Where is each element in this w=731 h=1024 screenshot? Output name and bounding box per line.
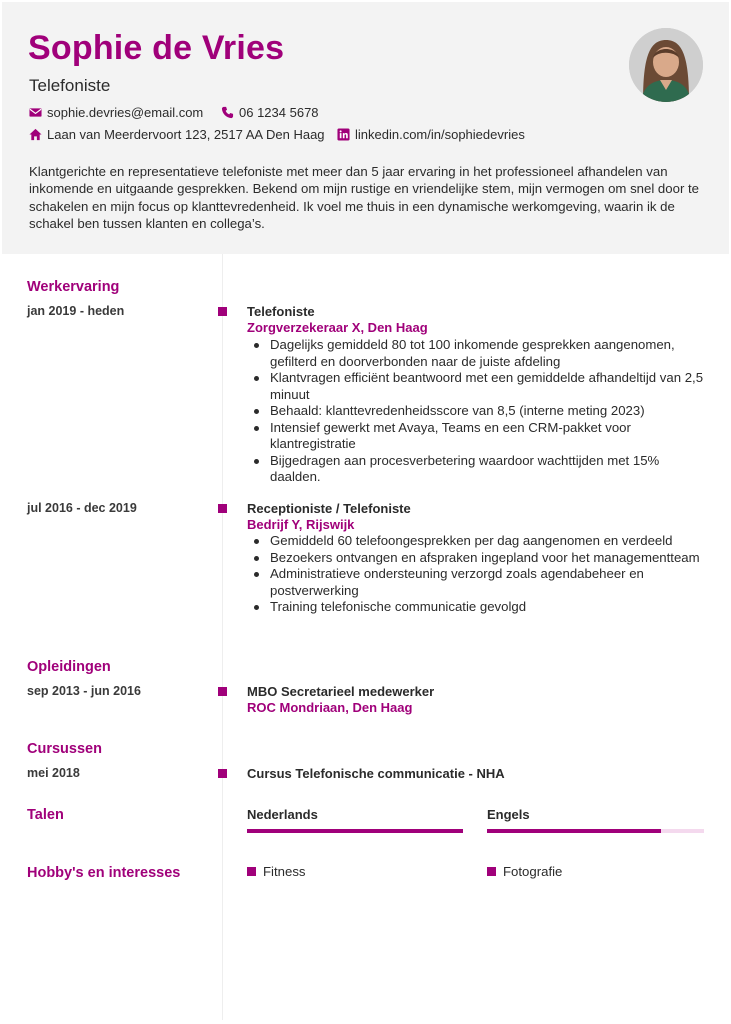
linkedin-icon: [337, 128, 350, 141]
address-text: Laan van Meerdervoort 123, 2517 AA Den Haag: [47, 127, 325, 142]
phone-icon: [221, 106, 234, 119]
section-title-courses: Cursussen: [27, 741, 102, 757]
education-1-date: sep 2013 - jun 2016: [27, 684, 141, 698]
contact-email[interactable]: [29, 105, 203, 120]
email-text: sophie.devries@email.com: [47, 105, 204, 120]
timeline-marker: [218, 307, 227, 316]
hobby-item: [487, 864, 562, 879]
course-1-title: Cursus Telefonische communicatie - NHA: [247, 766, 505, 781]
language-1-level-bar: [247, 829, 463, 833]
list-item: Bezoekers ontvangen en afspraken ingepland voor het managementteam: [251, 550, 711, 567]
list-item: Gemiddeld 60 telefoongesprekken per dag aangenomen en verdeeld: [251, 533, 711, 550]
profile-photo: [629, 28, 703, 102]
hobby-marker: [247, 867, 256, 876]
language-2-name: Engels: [487, 807, 530, 822]
language-2-level-fill: [487, 829, 661, 833]
hobby-label: Fitness: [263, 864, 306, 879]
work-2-date: jul 2016 - dec 2019: [27, 501, 137, 515]
job-title: Telefoniste: [29, 76, 111, 95]
section-title-hobbies: Hobby's en interesses: [27, 865, 181, 881]
timeline-marker: [218, 504, 227, 513]
work-1-date: jan 2019 - heden: [27, 304, 125, 318]
candidate-name: Sophie de Vries: [28, 29, 285, 67]
timeline-marker: [218, 687, 227, 696]
work-1-employer: Zorgverzekeraar X, Den Haag: [247, 320, 428, 335]
work-2-employer: Bedrijf Y, Rijswijk: [247, 517, 355, 532]
list-item: Administratieve ondersteuning verzorgd zoals agendabeheer en postverwerking: [251, 566, 711, 599]
language-1-level-fill: [247, 829, 463, 833]
timeline-divider: [222, 254, 223, 1020]
work-1-role: Telefoniste: [247, 304, 315, 319]
hobby-label: Fotografie: [503, 864, 563, 879]
course-1-date: mei 2018: [27, 766, 80, 780]
work-2-role: Receptioniste / Telefoniste: [247, 501, 411, 516]
list-item: Behaald: klanttevredenheidsscore van 8,5 (interne meting 2023): [251, 403, 711, 420]
work-2-bullets: [251, 533, 711, 616]
list-item: Dagelijks gemiddeld 80 tot 100 inkomende gesprekken aangenomen, gefilterd en doorverbonden naar de juiste afdeling: [251, 337, 711, 370]
phone-text: 06 1234 5678: [239, 105, 319, 120]
education-1-school: ROC Mondriaan, Den Haag: [247, 700, 413, 715]
list-item: Bijgedragen aan procesverbetering waardoor wachttijden met 15% daalden.: [251, 453, 711, 486]
profile-photo-image: [629, 28, 703, 102]
language-2-level-bar: [487, 829, 704, 833]
list-item: Klantvragen efficiënt beantwoord met een gemiddelde afhandeltijd van 2,5 minuut: [251, 370, 711, 403]
home-icon: [29, 128, 42, 141]
list-item: Intensief gewerkt met Avaya, Teams en een CRM-pakket voor klantregistratie: [251, 420, 711, 453]
hobby-marker: [487, 867, 496, 876]
education-1-degree: MBO Secretarieel medewerker: [247, 684, 435, 699]
linkedin-text: linkedin.com/in/sophiedevries: [355, 127, 525, 142]
hobby-item: [247, 864, 306, 879]
contact-linkedin[interactable]: [337, 127, 525, 142]
profile-summary: Klantgerichte en representatieve telefoniste met meer dan 5 jaar ervaring in het professioneel afhandelen van inkomende en uitgaande gesprekken. Bekend om mijn rustige en vriendelijke stem, mijn vermogen om snel door te schakelen en mijn focus op klanttevredenheid. Ik voel me thuis in een dynamische werkomgeving, waarin ik de schakel ben tussen klanten en collega’s.: [29, 164, 699, 232]
section-title-education: Opleidingen: [27, 659, 111, 675]
work-1-bullets: [251, 337, 711, 486]
section-title-languages: Talen: [27, 807, 64, 823]
contact-address: [29, 127, 325, 142]
resume-header: [2, 2, 729, 254]
list-item: Training telefonische communicatie gevolgd: [251, 599, 711, 616]
section-title-work: Werkervaring: [27, 279, 120, 295]
envelope-icon: [29, 106, 42, 119]
language-1-name: Nederlands: [247, 807, 318, 822]
contact-phone[interactable]: [221, 105, 319, 120]
timeline-marker: [218, 769, 227, 778]
